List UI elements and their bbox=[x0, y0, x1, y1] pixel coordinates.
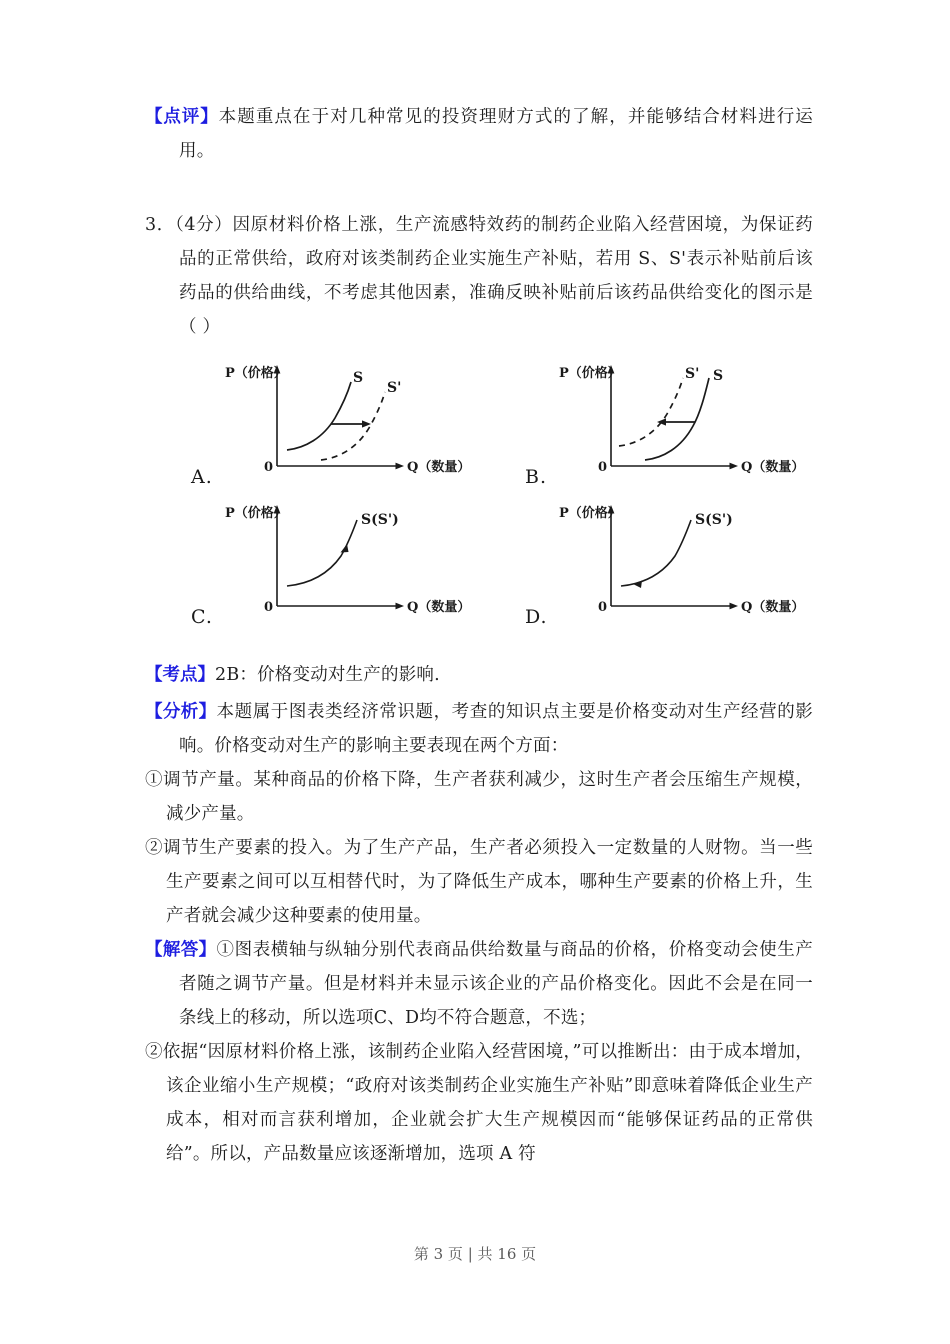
page-footer: 第 3 页 | 共 16 页 bbox=[413, 1245, 537, 1263]
option-c-origin-label: 0 bbox=[264, 600, 274, 615]
fenxi-tag: 【分析】 bbox=[145, 702, 217, 722]
option-b-x-label: Q（数量） bbox=[741, 460, 805, 475]
option-c[interactable] bbox=[165, 500, 499, 636]
option-b-origin-label: 0 bbox=[598, 460, 608, 475]
jieda-item-2-text: 依据“因原材料价格上涨，该制药企业陷入经营困境，”可以推断出：由于成本增加，该企业缩小生产规模；“政府对该类制药企业实施生产补贴”即意味着降低企业生产成本，相对而言获利增加，企业就会扩大生产规模因而“能够保证药品的正常供给”。所以，产品数量应该逐渐增加，选项 A 符 bbox=[162, 1042, 813, 1164]
comment-paragraph bbox=[145, 100, 813, 168]
option-a-curve-s-label: S bbox=[353, 370, 364, 386]
option-b-label: B. bbox=[525, 466, 548, 488]
option-c-curve-label: S(S') bbox=[361, 512, 399, 528]
kaodian-tag: 【考点】 bbox=[145, 665, 215, 685]
jieda-paragraph bbox=[145, 933, 813, 1035]
fenxi-text: 本题属于图表类经济常识题，考查的知识点主要是价格变动对生产经营的影响。价格变动对生产的影响主要表现在两个方面： bbox=[179, 702, 813, 756]
option-b[interactable] bbox=[499, 360, 833, 496]
option-a-origin-label: 0 bbox=[264, 460, 274, 475]
kaodian-paragraph bbox=[145, 658, 813, 692]
comment-text: 本题重点在于对几种常见的投资理财方式的了解，并能够结合材料进行运用。 bbox=[179, 107, 814, 161]
fenxi-paragraph bbox=[145, 695, 813, 763]
option-d-label: D. bbox=[525, 606, 548, 628]
option-b-figure bbox=[535, 360, 831, 496]
option-b-curve-sprime-label: S' bbox=[685, 366, 700, 382]
option-a-label: A. bbox=[191, 466, 213, 488]
question-paragraph bbox=[145, 208, 813, 344]
option-a-figure bbox=[201, 360, 497, 496]
option-d-origin-label: 0 bbox=[598, 600, 608, 615]
option-b-y-label: P（价格） bbox=[559, 366, 621, 381]
question-score: （4分） bbox=[174, 215, 233, 235]
option-d-curve-label: S(S') bbox=[695, 512, 733, 528]
fenxi-item-1 bbox=[145, 763, 813, 831]
jieda-item-2-marker: ② bbox=[145, 1042, 163, 1062]
option-b-curve-s-label: S bbox=[713, 368, 724, 384]
option-d[interactable] bbox=[499, 500, 833, 636]
fenxi-item-2-text: 调节生产要素的投入。为了生产产品，生产者必须投入一定数量的人财物。当一些生产要素之间可以互相替代时，为了降低生产成本，哪种生产要素的价格上升，生产者就会减少这种要素的使用量。 bbox=[163, 838, 814, 926]
option-c-y-label: P（价格） bbox=[225, 506, 287, 521]
option-a-x-label: Q（数量） bbox=[407, 460, 471, 475]
fenxi-item-2-marker: ② bbox=[145, 838, 164, 858]
jieda-item-2 bbox=[145, 1035, 813, 1171]
comment-tag: 【点评】 bbox=[145, 107, 219, 127]
option-c-label: C. bbox=[191, 606, 213, 628]
option-c-figure bbox=[201, 500, 497, 636]
option-d-y-label: P（价格） bbox=[559, 506, 621, 521]
option-a-curve-sprime-label: S' bbox=[387, 380, 402, 396]
jieda-tag: 【解答】 bbox=[145, 940, 217, 960]
jieda-text: ①图表横轴与纵轴分别代表商品供给数量与商品的价格，价格变动会使生产者随之调节产量。但是材料并未显示该企业的产品价格变化。因此不会是在同一条线上的移动，所以选项C、D均不符合题意，不选； bbox=[179, 940, 813, 1028]
question-text: 因原材料价格上涨，生产流感特效药的制药企业陷入经营困境，为保证药品的正常供给，政府对该类制药企业实施生产补贴，若用 S、S'表示补贴前后该药品的供给曲线，不考虑其他因素，准确反映补贴前后该药品供给变化的图示是（ ） bbox=[179, 215, 813, 337]
option-figures bbox=[145, 360, 813, 632]
fenxi-item-1-marker: ① bbox=[145, 770, 164, 790]
page-content bbox=[145, 100, 813, 1171]
kaodian-text: 2B：价格变动对生产的影响. bbox=[215, 665, 440, 685]
option-a-y-label: P（价格） bbox=[225, 366, 287, 381]
question-number: 3． bbox=[145, 215, 175, 235]
option-a[interactable] bbox=[165, 360, 499, 496]
option-d-figure bbox=[535, 500, 831, 636]
fenxi-item-2 bbox=[145, 831, 813, 933]
option-c-x-label: Q（数量） bbox=[407, 600, 471, 615]
fenxi-item-1-text: 调节产量。某种商品的价格下降，生产者获利减少，这时生产者会压缩生产规模，减少产量。 bbox=[163, 770, 814, 824]
option-d-x-label: Q（数量） bbox=[741, 600, 805, 615]
